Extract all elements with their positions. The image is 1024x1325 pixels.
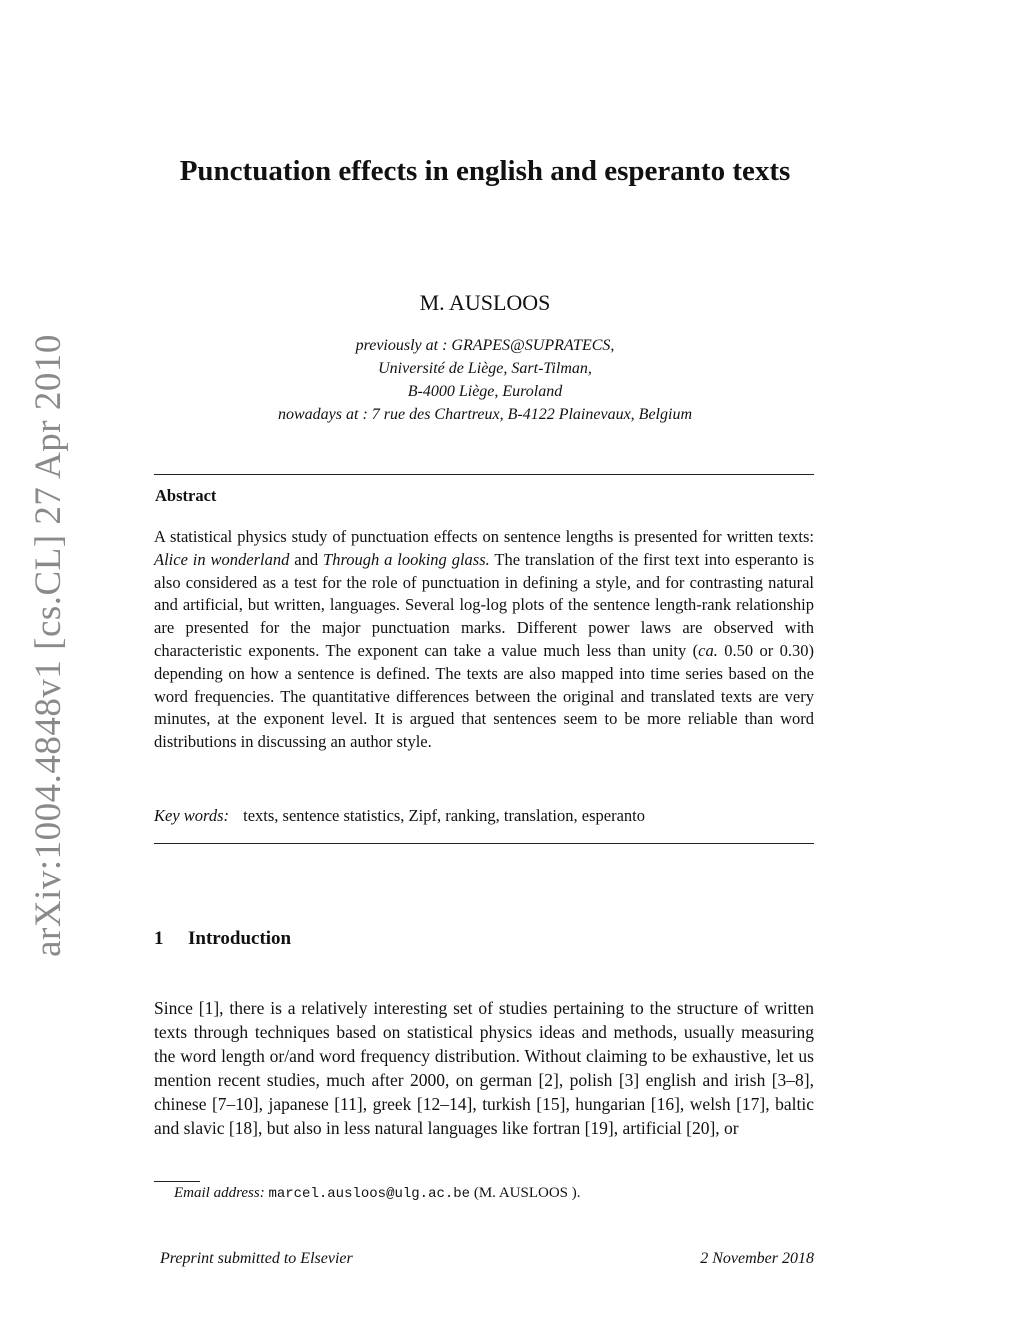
- arxiv-identifier-text: arXiv:1004.4848v1 [cs.CL] 27 Apr 2010: [27, 333, 69, 957]
- page-footer: [160, 1250, 814, 1268]
- footnote-suffix: (M. AUSLOOS ).: [470, 1185, 581, 1201]
- abstract-heading: Abstract: [155, 486, 217, 505]
- footnote-rule: [154, 1181, 200, 1182]
- abstract-circa: ca.: [698, 640, 718, 660]
- affiliation-line-3: B-4000 Liège, Euroland: [407, 383, 563, 400]
- affiliation-block: [160, 334, 810, 426]
- abstract-book-title-1: Alice in wonderland: [154, 549, 290, 569]
- abstract-text-part-2: and: [289, 549, 324, 569]
- abstract-text-part-4: 0.50 or 0.30) depending on how a sentence is defined. The texts are also mapped into time series based on the word frequencies. The quantitative differences between the original and translated texts are very minutes, at the exponent level. It is argued that sentences seem to be more reliable than word distributions in discussing an author style.: [154, 640, 814, 752]
- footer-preprint-note: Preprint submitted to Elsevier: [160, 1250, 353, 1267]
- arxiv-identifier-stamp: [22, 333, 74, 957]
- affiliation-line-1: previously at : GRAPES@SUPRATECS,: [355, 337, 615, 354]
- affiliation-line-2: Université de Liège, Sart-Tilman,: [378, 360, 592, 377]
- section-number: 1: [154, 928, 164, 949]
- footnote-email-address[interactable]: marcel.ausloos@ulg.ac.be: [268, 1186, 471, 1202]
- abstract-text-part-1: A statistical physics study of punctuation effects on sentence lengths is presented for written texts:: [154, 527, 814, 546]
- abstract-top-rule: [154, 474, 814, 475]
- email-footnote: [174, 1185, 814, 1202]
- footnote-email-label: Email address:: [174, 1185, 265, 1201]
- author-name: M. AUSLOOS: [419, 290, 551, 315]
- section-heading-introduction: [154, 928, 291, 950]
- footer-date: 2 November 2018: [700, 1250, 814, 1267]
- abstract-text-part-3: The translation of the first text into esperanto is also considered as a test for the role of punctuation in defining a style, and for contrasting natural and artificial, but written, languages. Several log-log plots of the sentence length-rank relationship are presented for the major punctuation marks. Different power laws are observed with characteristic exponents. The exponent can take a value much less than unity (: [154, 549, 815, 660]
- abstract-text: [154, 526, 814, 754]
- paper-title: Punctuation effects in english and esperanto texts: [179, 155, 791, 187]
- affiliation-line-4: nowadays at : 7 rue des Chartreux, B-4122 Plainevaux, Belgium: [278, 406, 692, 423]
- introduction-paragraph: Since [1], there is a relatively interesting set of studies pertaining to the structure of written texts through techniques based on statistical physics ideas and methods, usually measuring the word length or/and word frequency distribution. Without claiming to be exhaustive, let us mention recent studies, much after 2000, on german [2], polish [3] english and irish [3–8], chinese [7–10], japanese [11], greek [12–14], turkish [15], hungarian [16], welsh [17], baltic and slavic [18], but also in less natural languages like fortran [19], artificial [20], or: [154, 998, 814, 1139]
- keywords-value: texts, sentence statistics, Zipf, ranking, translation, esperanto: [243, 806, 645, 825]
- abstract-book-title-2: Through a looking glass.: [323, 549, 490, 569]
- abstract-bottom-rule: [154, 843, 814, 844]
- keywords-label: Key words:: [154, 806, 230, 825]
- keywords-line: [154, 806, 814, 826]
- section-title: Introduction: [188, 928, 292, 949]
